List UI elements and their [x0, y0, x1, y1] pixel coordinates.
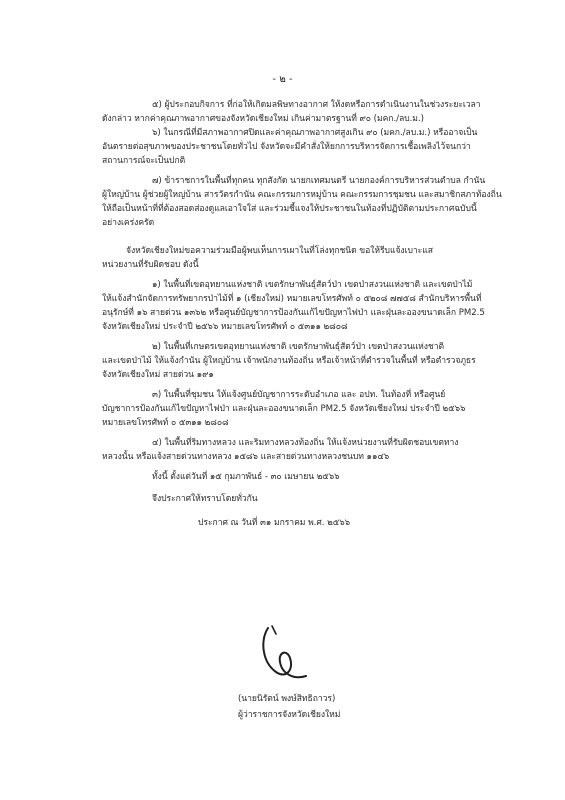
text-line: จังหวัดเชียงใหม่ขอความร่วมมือผู้พบเห็นการเผาในที่โล่งทุกชนิด ขอให้รีบแจ้งเบาะแส — [126, 246, 433, 256]
text-line: ให้ถือเป็นหน้าที่ที่ต้องสอดส่องดูแลเอาใจใส่ และร่วมชี้แจงให้ประชาชนในท้องที่ปฏิบัติตามประกาศฉบับนี้ — [102, 204, 477, 214]
text-line: ๑) ในพื้นที่เขตอุทยานแห่งชาติ เขตรักษาพันธุ์สัตว์ป่า เขตป่าสงวนแห่งชาติ และเขตป่าไม้ — [152, 280, 473, 290]
text-line: จังหวัดเชียงใหม่ ประจำปี ๒๕๖๖ หมายเลขโทรศัพท์ ๐ ๕๓๑๑ ๒๘๐๘ — [102, 322, 348, 332]
text-line: หมายเลขโทรศัพท์ ๐ ๕๓๑๑ ๒๘๐๘ — [102, 418, 229, 428]
text-line: ผู้ใหญ่บ้าน ผู้ช่วยผู้ใหญ่บ้าน สารวัตรกำนัน คณะกรรมการหมู่บ้าน คณะกรรมการชุมชน และสมาชิกสภาท้องถิ่น — [102, 190, 502, 200]
text-line: ดังกล่าว หากค่าคุณภาพอากาศของจังหวัดเชียงใหม่ เกินค่ามาตรฐานที่ ๙๐ (มคก./ลบ.ม.) — [102, 114, 424, 124]
text-line: ๔) ในพื้นที่ริมทางหลวง และริมทางหลวงท้องถิ่น ให้แจ้งหน่วยงานที่รับผิดชอบเขตทาง — [152, 438, 459, 448]
text-line: บัญชาการป้องกันแก้ไขปัญหาไฟป่า และฝุ่นละอองขนาดเล็ก PM2.5 จังหวัดเชียงใหม่ ประจำปี ๒๕๖๖ — [102, 404, 466, 414]
text-line: อย่างเคร่งครัด — [102, 218, 155, 228]
text-line: ให้แจ้งสำนักจัดการทรัพยากรป่าไม้ที่ ๑ (เชียงใหม่) หมายเลขโทรศัพท์ ๐ ๕๒๐๘ ๗๗๕๘ สำนักบริหารพื้นที่ — [102, 294, 482, 304]
text-line: อนุรักษ์ที่ ๑๖ สายด่วน ๑๓๖๒ หรือศูนย์บัญชาการป้องกันแก้ไขปัญหาไฟป่า และฝุ่นละอองขนาดเล็ก PM2.5 — [102, 308, 485, 318]
text-line: จังหวัดเชียงใหม่ สายด่วน ๑๙๑ — [102, 370, 214, 380]
text-line: ๗) ข้าราชการในพื้นที่ทุกคน ทุกสังกัด นายกเทศมนตรี นายกองค์การบริหารส่วนตำบล กำนัน — [152, 176, 486, 186]
text-line: หลวงนั้น หรือแจ้งสายด่วนทางหลวง ๑๕๘๖ และสายด่วนทางหลวงชนบท ๑๑๔๖ — [102, 452, 390, 462]
signature — [254, 618, 316, 688]
text-line: และเขตป่าไม้ ให้แจ้งกำนัน ผู้ใหญ่บ้าน เจ้าพนักงานท้องถิ่น หรือเจ้าหน้าที่ตำรวจในพื้นที่ หรือตำรวจภูธร — [102, 356, 476, 366]
text-line: สถานการณ์จะเป็นปกติ — [102, 156, 186, 166]
announcement: จึงประกาศให้ทราบโดยทั่วกัน — [152, 494, 258, 504]
page-number: - ๒ - — [272, 74, 293, 85]
text-line: ๒) ในพื้นที่เกษตรเขตอุทยานแห่งชาติ เขตรักษาพันธุ์สัตว์ป่า เขตป่าสงวนแห่งชาติ — [152, 342, 445, 352]
text-line: ๖) ในกรณีที่มีสภาพอากาศปิดและค่าคุณภาพอากาศสูงเกิน ๙๐ (มคก./ลบ.ม.) หรืออาจเป็น — [152, 128, 478, 138]
given-date: ประกาศ ณ วันที่ ๓๑ มกราคม พ.ศ. ๒๕๖๖ — [198, 518, 351, 528]
text-line: หน่วยงานที่รับผิดชอบ ดังนี้ — [102, 260, 199, 270]
text-line: ๓) ในพื้นที่ชุมชน ให้แจ้งศูนย์บัญชาการระดับอำเภอ และ อปท. ในท้องที่ หรือศูนย์ — [152, 390, 446, 400]
signer-name: (นายนิรัตน์ พงษ์สิทธิถาวร) — [238, 694, 336, 704]
effective-dates: ทั้งนี้ ตั้งแต่วันที่ ๑๕ กุมภาพันธ์ - ๓๐ เมษายน ๒๕๖๖ — [152, 472, 340, 482]
text-line: ๕) ผู้ประกอบกิจการ ที่ก่อให้เกิดมลพิษทางอากาศ ให้งดหรือการดำเนินงานในช่วงระยะเวลา — [152, 100, 481, 110]
signer-title: ผู้ว่าราชการจังหวัดเชียงใหม่ — [238, 710, 341, 720]
text-line: อันตรายต่อสุขภาพของประชาชนโดยทั่วไป จังหวัดจะมีคำสั่งให้ยกการบริหารจัดการเชื้อเพลิงไว้จนกว่า — [102, 142, 471, 152]
